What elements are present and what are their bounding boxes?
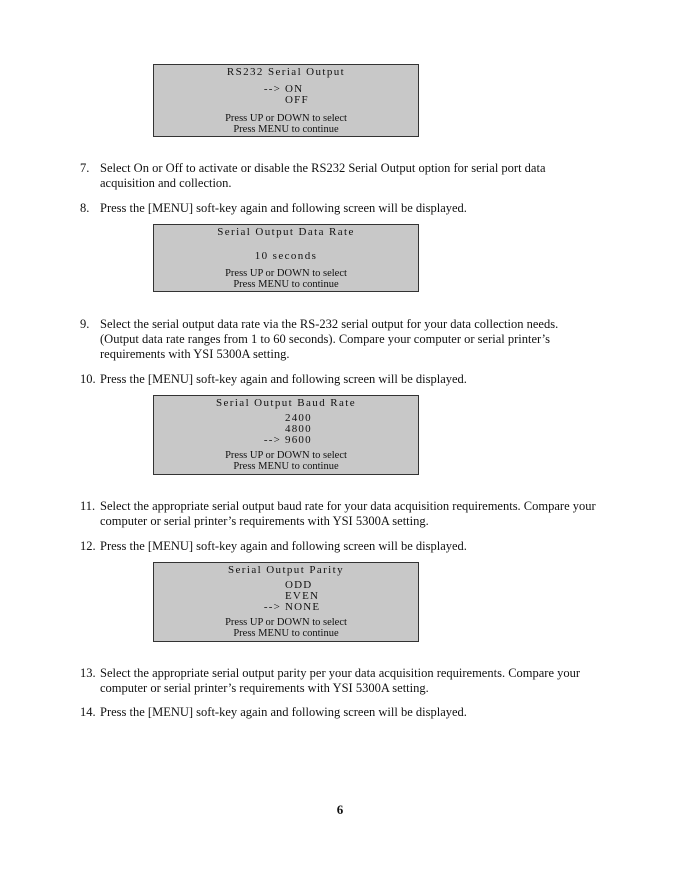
option-list [154, 413, 418, 446]
selection-arrow: --> [263, 83, 281, 95]
screen-title: Serial Output Parity [228, 564, 344, 576]
lcd-screen-rs232-serial-output [153, 64, 419, 137]
footer-line-continue: Press MENU to continue [233, 279, 339, 290]
step-item [80, 705, 600, 720]
step-item [80, 499, 600, 529]
option-value: ON [285, 83, 304, 95]
step-text: Press the [MENU] soft-key again and following screen will be displayed. [100, 372, 467, 386]
step-item [80, 201, 600, 216]
option-value: ODD [285, 579, 313, 591]
step-number: 12. [80, 539, 96, 553]
step-text: Press the [MENU] soft-key again and following screen will be displayed. [100, 201, 467, 215]
option-value: 9600 [285, 434, 312, 446]
step-item [80, 372, 600, 387]
screen-footer [154, 450, 418, 472]
option-list [154, 84, 418, 106]
screen-value: 10 seconds [254, 250, 318, 262]
step-number: 11. [80, 499, 96, 513]
step-text: Select the serial output data rate via the RS-232 serial output for your data collection needs. (Output data rate ranges from 1 to 60 seconds). Compare your computer or serial printer’s requirements with YSI 5300A setting. [100, 317, 559, 361]
screen-title: RS232 Serial Output [226, 66, 346, 78]
footer-line-continue: Press MENU to continue [233, 461, 339, 472]
step-item [80, 666, 600, 696]
lcd-screen-serial-output-baud-rate [153, 395, 419, 475]
step-text: Press the [MENU] soft-key again and following screen will be displayed. [100, 705, 467, 719]
option-row [154, 435, 418, 446]
lcd-screen-serial-output-parity [153, 562, 419, 642]
option-row [154, 602, 418, 613]
footer-line-select: Press UP or DOWN to select [225, 617, 347, 628]
step-text: Select the appropriate serial output baud rate for your data acquisition requirements. Compare your computer or serial printer’s requirements with YSI 5300A setting. [100, 499, 596, 528]
option-value: EVEN [285, 590, 320, 602]
footer-line-select: Press UP or DOWN to select [225, 450, 347, 461]
footer-line-continue: Press MENU to continue [233, 124, 339, 135]
step-item [80, 161, 600, 191]
step-number: 10. [80, 372, 96, 386]
step-number: 14. [80, 705, 96, 719]
option-value: 4800 [285, 423, 312, 435]
screen-title: Serial Output Baud Rate [215, 397, 357, 409]
screen-footer [154, 268, 418, 290]
screen-footer [154, 617, 418, 639]
screen-footer [154, 113, 418, 135]
footer-line-continue: Press MENU to continue [233, 628, 339, 639]
step-item [80, 539, 600, 554]
option-list [154, 580, 418, 613]
step-number: 13. [80, 666, 96, 680]
step-text: Select On or Off to activate or disable the RS232 Serial Output option for serial port data acquisition and collection. [100, 161, 546, 190]
step-number: 7. [80, 161, 90, 175]
step-text: Select the appropriate serial output parity per your data acquisition requirements. Compare your computer or serial printer’s requirements with YSI 5300A setting. [100, 666, 581, 695]
option-value: NONE [285, 601, 321, 613]
option-value: 2400 [285, 412, 312, 424]
footer-line-select: Press UP or DOWN to select [225, 113, 347, 124]
step-number: 9. [80, 317, 90, 331]
option-row [154, 95, 418, 106]
selection-arrow: --> [263, 601, 281, 613]
step-number: 8. [80, 201, 90, 215]
lcd-screen-serial-output-data-rate [153, 224, 419, 292]
selection-arrow: --> [263, 434, 281, 446]
screen-title: Serial Output Data Rate [217, 226, 355, 238]
step-text: Press the [MENU] soft-key again and following screen will be displayed. [100, 539, 467, 553]
step-item [80, 317, 600, 362]
page-number: 6 [336, 802, 344, 817]
option-value: OFF [285, 94, 309, 106]
footer-line-select: Press UP or DOWN to select [225, 268, 347, 279]
